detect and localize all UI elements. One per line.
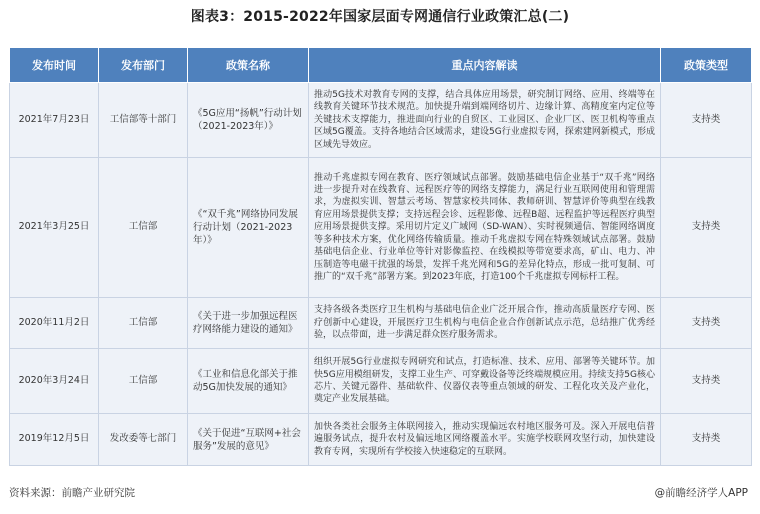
cell-type: 支持类	[661, 158, 752, 298]
cell-date: 2020年11月2日	[10, 298, 99, 349]
cell-policy-name: 《关于促进“互联网+社会服务”发展的意见》	[188, 414, 309, 466]
source-note: 资料来源：前瞻产业研究院	[9, 487, 135, 499]
page-title: 图表3：2015-2022年国家层面专网通信行业政策汇总(二)	[190, 9, 570, 25]
cell-date: 2021年3月25日	[10, 158, 99, 298]
header-content: 重点内容解读	[309, 48, 661, 83]
table-row	[10, 414, 752, 466]
cell-dept: 发改委等七部门	[99, 414, 188, 466]
cell-policy-name: 《工业和信息化部关于推动5G加快发展的通知》	[188, 349, 309, 414]
cell-dept: 工信部	[99, 349, 188, 414]
cell-content: 推动5G技术对教育专网的支撑，结合具体应用场景，研究制订网络、应用、终端等在线教育关键环节技术规范。加快提升端到端网络切片、边缘计算、高精度室内定位等关键技术支撑能力，推进面向行业的自贸区、工业园区、企业厂区、医卫机构等重点区域5G覆盖。支持各地结合区域需求，建设5G行业虚拟专网，探索建网新模式，形成区域先导效应。	[309, 83, 661, 158]
cell-date: 2021年7月23日	[10, 83, 99, 158]
cell-type: 支持类	[661, 414, 752, 466]
table-row	[10, 83, 752, 158]
table-header-row	[10, 48, 752, 83]
cell-content: 组织开展5G行业虚拟专网研究和试点，打造标准、技术、应用、部署等关键环节。加快5G应用模组研发，支撑工业生产、可穿戴设备等泛终端规模应用。持续支持5G核心芯片、关键元器件、基础软件、仪器仪表等重点领域的研发、工程化攻关及产业化，奠定产业发展基础。	[309, 349, 661, 414]
table-row	[10, 298, 752, 349]
cell-policy-name: 《关于进一步加强远程医疗网络能力建设的通知》	[188, 298, 309, 349]
table-row	[10, 349, 752, 414]
cell-type: 支持类	[661, 349, 752, 414]
cell-date: 2020年3月24日	[10, 349, 99, 414]
cell-dept: 工信部	[99, 298, 188, 349]
table-row	[10, 158, 752, 298]
policy-table	[9, 47, 752, 466]
header-date: 发布时间	[10, 48, 99, 83]
cell-policy-name: 《5G应用“扬帆”行动计划（2021-2023年）》	[188, 83, 309, 158]
cell-dept: 工信部等十部门	[99, 83, 188, 158]
cell-date: 2019年12月5日	[10, 414, 99, 466]
brand-mark	[655, 485, 748, 500]
cell-type: 支持类	[661, 83, 752, 158]
header-type: 政策类型	[661, 48, 752, 83]
cell-type: 支持类	[661, 298, 752, 349]
cell-content: 加快各类社会服务主体联网接入，推动实现偏远农村地区服务可及。深入开展电信普遍服务试点，提升农村及偏远地区网络覆盖水平。实施学校联网攻坚行动，加快建设教育专网，实现所有学校接入快速稳定的互联网。	[309, 414, 661, 466]
cell-policy-name: 《“双千兆”网络协同发展行动计划（2021-2023年）》	[188, 158, 309, 298]
header-dept: 发布部门	[99, 48, 188, 83]
header-policy-name: 政策名称	[188, 48, 309, 83]
cell-content: 支持各级各类医疗卫生机构与基础电信企业广泛开展合作，推动高质量医疗专网、医疗创新中心建设，开展医疗卫生机构与电信企业合作创新试点示范，总结推广优秀经验，以点带面，进一步满足群众医疗服务需求。	[309, 298, 661, 349]
cell-content: 推动千兆虚拟专网在教育、医疗领域试点部署。鼓励基础电信企业基于“双千兆”网络进一步提升对在线教育、远程医疗等的网络支撑能力，满足行业互联网使用和管理需求，为虚拟实训、智慧云考场、智慧家校共同体、教师研训、智慧评价等典型在线教育应用场景提供支撑；支持远程会诊、远程影像、远程B超、远程监护等远程医疗典型应用场景提供支撑。采用切片定义广域网（SD-WAN）、实时视频通信、智能网络调度等多种技术方案，优化网络传输质量。推动千兆虚拟专网在特殊领域试点部署。鼓励基础电信企业、行业单位等针对影像监控、在线模拟等带宽要求高，矿山、电力、冲压制造等电磁干扰强的场景，发挥千兆光网和5G的差异化特点，形成一批可复制、可推广的“双千兆”部署方案。到2023年底，打造100个千兆虚拟专网标杆工程。	[309, 158, 661, 298]
brand-text: @前瞻经济学人APP	[654, 487, 748, 499]
cell-dept: 工信部	[99, 158, 188, 298]
